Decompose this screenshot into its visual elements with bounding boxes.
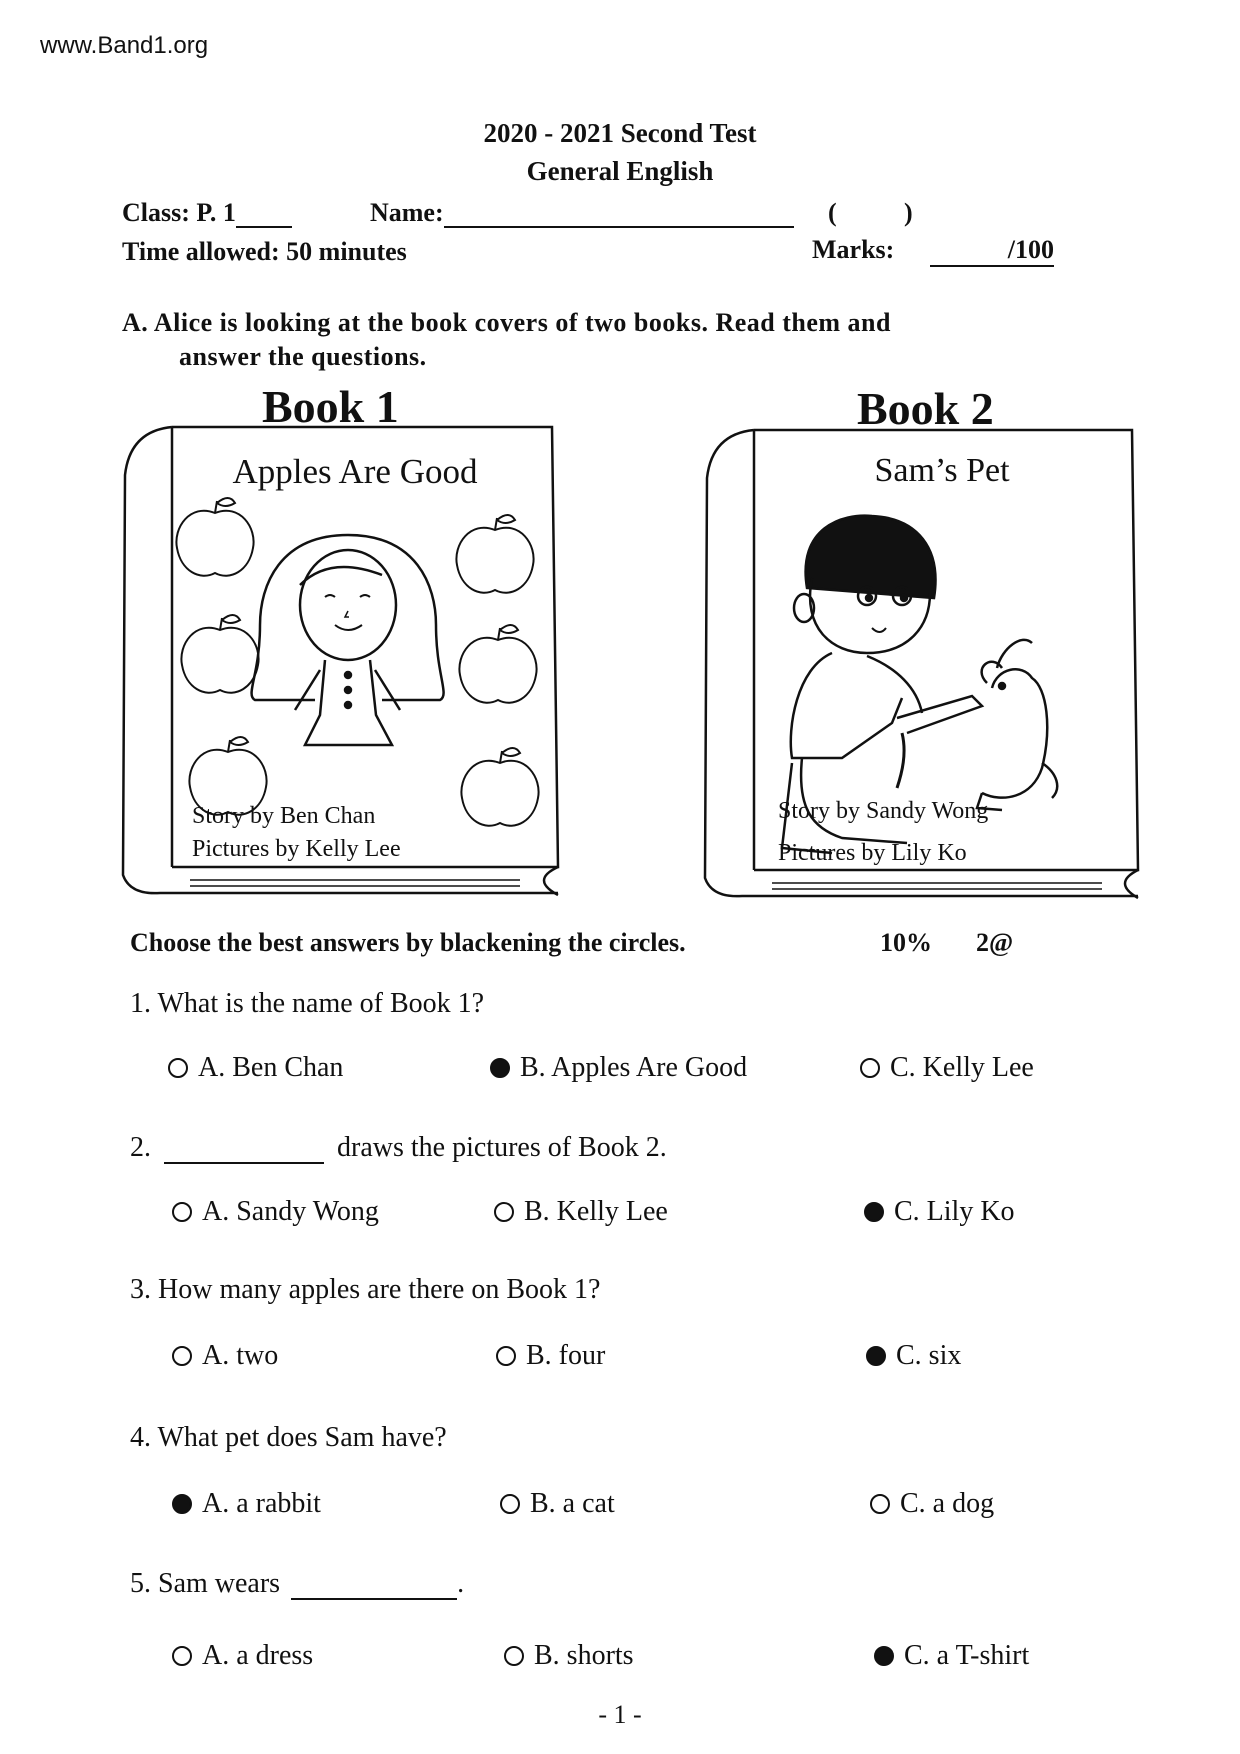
- option-label: B. four: [526, 1340, 606, 1371]
- question-text: What pet does Sam have?: [157, 1422, 447, 1453]
- question-4: [130, 1422, 447, 1454]
- q1-option-a[interactable]: [168, 1052, 343, 1084]
- test-subject: General English: [526, 156, 714, 186]
- q2-option-c[interactable]: [864, 1196, 1015, 1228]
- option-label: C. a dog: [900, 1488, 995, 1519]
- answer-blank: [291, 1598, 457, 1600]
- q2-option-b[interactable]: [494, 1196, 668, 1228]
- section-a-instructions: [122, 306, 1122, 374]
- class-blank[interactable]: [236, 226, 292, 228]
- answer-circle-filled[interactable]: [874, 1646, 894, 1666]
- q4-option-a[interactable]: [172, 1488, 321, 1520]
- option-label: C. Kelly Lee: [890, 1052, 1034, 1083]
- q1-option-c[interactable]: [860, 1052, 1034, 1084]
- option-label: C. Lily Ko: [894, 1196, 1015, 1227]
- section-a-line1: A. Alice is looking at the book covers of two books. Read them and: [122, 308, 891, 337]
- marks-label: Marks:: [812, 235, 895, 264]
- marks-total: /100: [1007, 235, 1054, 264]
- q3-option-b[interactable]: [496, 1340, 605, 1372]
- test-title: 2020 - 2021 Second Test: [483, 118, 757, 148]
- question-number: 4.: [130, 1422, 151, 1453]
- answer-circle[interactable]: [860, 1058, 880, 1078]
- section-a-line2: answer the questions.: [179, 342, 427, 371]
- book2-heading: Book 2: [857, 383, 994, 434]
- option-label: A. two: [202, 1340, 279, 1371]
- question-number: 5.: [130, 1568, 151, 1599]
- answer-circle[interactable]: [172, 1202, 192, 1222]
- marks-field: [930, 235, 1054, 267]
- option-label: A. a rabbit: [202, 1488, 321, 1519]
- book1-cover: [120, 425, 570, 905]
- book2-story-credit: Story by Sandy Wong: [778, 798, 989, 824]
- class-label: [122, 198, 292, 228]
- book1-heading: Book 1: [262, 381, 399, 432]
- answer-circle[interactable]: [172, 1646, 192, 1666]
- apple-icons: [176, 498, 538, 826]
- watermark-url: www.Band1.org: [40, 32, 209, 59]
- q3-option-a[interactable]: [172, 1340, 278, 1372]
- q5-option-c[interactable]: [874, 1640, 1029, 1672]
- book2-cover: [702, 428, 1152, 908]
- question-5: [130, 1568, 464, 1600]
- q5-option-b[interactable]: [504, 1640, 634, 1672]
- option-label: A. Ben Chan: [198, 1052, 344, 1083]
- time-allowed: Time allowed: 50 minutes: [122, 237, 407, 266]
- question-text: Sam wears: [158, 1568, 281, 1599]
- page-number: - 1 -: [598, 1700, 642, 1729]
- answer-circle[interactable]: [500, 1494, 520, 1514]
- option-label: B. Apples Are Good: [520, 1052, 748, 1083]
- section-percentage: 10%: [880, 928, 932, 957]
- question-3: [130, 1274, 600, 1306]
- girl-illustration: [252, 535, 444, 745]
- mc-instructions: Choose the best answers by blackening the circles.: [130, 928, 686, 957]
- answer-circle[interactable]: [168, 1058, 188, 1078]
- answer-circle-filled[interactable]: [864, 1202, 884, 1222]
- question-text-end: .: [457, 1568, 465, 1599]
- book1-pictures-credit: Pictures by Kelly Lee: [192, 836, 401, 862]
- option-label: B. a cat: [530, 1488, 615, 1519]
- name-field: [370, 198, 794, 228]
- answer-circle[interactable]: [172, 1346, 192, 1366]
- option-label: A. a dress: [202, 1640, 314, 1671]
- answer-circle-filled[interactable]: [490, 1058, 510, 1078]
- option-label: C. six: [896, 1340, 962, 1371]
- option-label: B. shorts: [534, 1640, 634, 1671]
- q1-option-b[interactable]: [490, 1052, 747, 1084]
- q3-option-c[interactable]: [866, 1340, 961, 1372]
- q5-option-a[interactable]: [172, 1640, 313, 1672]
- answer-circle[interactable]: [494, 1202, 514, 1222]
- q4-option-c[interactable]: [870, 1488, 994, 1520]
- class-number-close-paren: ): [904, 198, 913, 227]
- answer-circle[interactable]: [504, 1646, 524, 1666]
- book2-title: Sam’s Pet: [874, 452, 1010, 489]
- q4-option-b[interactable]: [500, 1488, 615, 1520]
- option-label: B. Kelly Lee: [524, 1196, 668, 1227]
- answer-circle-filled[interactable]: [172, 1494, 192, 1514]
- answer-circle-filled[interactable]: [866, 1346, 886, 1366]
- book2-pictures-credit: Pictures by Lily Ko: [778, 840, 967, 866]
- name-blank[interactable]: [444, 226, 794, 228]
- marks-each: 2@: [976, 928, 1014, 957]
- option-label: A. Sandy Wong: [202, 1196, 379, 1227]
- option-label: C. a T-shirt: [904, 1640, 1030, 1671]
- class-label-text: Class: P. 1: [122, 198, 236, 227]
- question-text: How many apples are there on Book 1?: [158, 1274, 601, 1305]
- book1-title: Apples Are Good: [232, 452, 478, 491]
- name-label: Name:: [370, 198, 444, 227]
- question-number: 2.: [130, 1132, 151, 1163]
- question-2: [130, 1132, 667, 1164]
- answer-circle[interactable]: [870, 1494, 890, 1514]
- class-number-open-paren: (: [828, 198, 837, 227]
- question-text: draws the pictures of Book 2.: [337, 1132, 667, 1163]
- book1-story-credit: Story by Ben Chan: [192, 803, 376, 829]
- marks-blank[interactable]: [930, 235, 1054, 267]
- question-text: What is the name of Book 1?: [157, 988, 485, 1019]
- question-number: 3.: [130, 1274, 151, 1305]
- question-number: 1.: [130, 988, 151, 1019]
- question-1: [130, 988, 484, 1020]
- answer-circle[interactable]: [496, 1346, 516, 1366]
- rabbit-illustration: [977, 640, 1057, 810]
- q2-option-a[interactable]: [172, 1196, 379, 1228]
- answer-blank: [164, 1162, 324, 1164]
